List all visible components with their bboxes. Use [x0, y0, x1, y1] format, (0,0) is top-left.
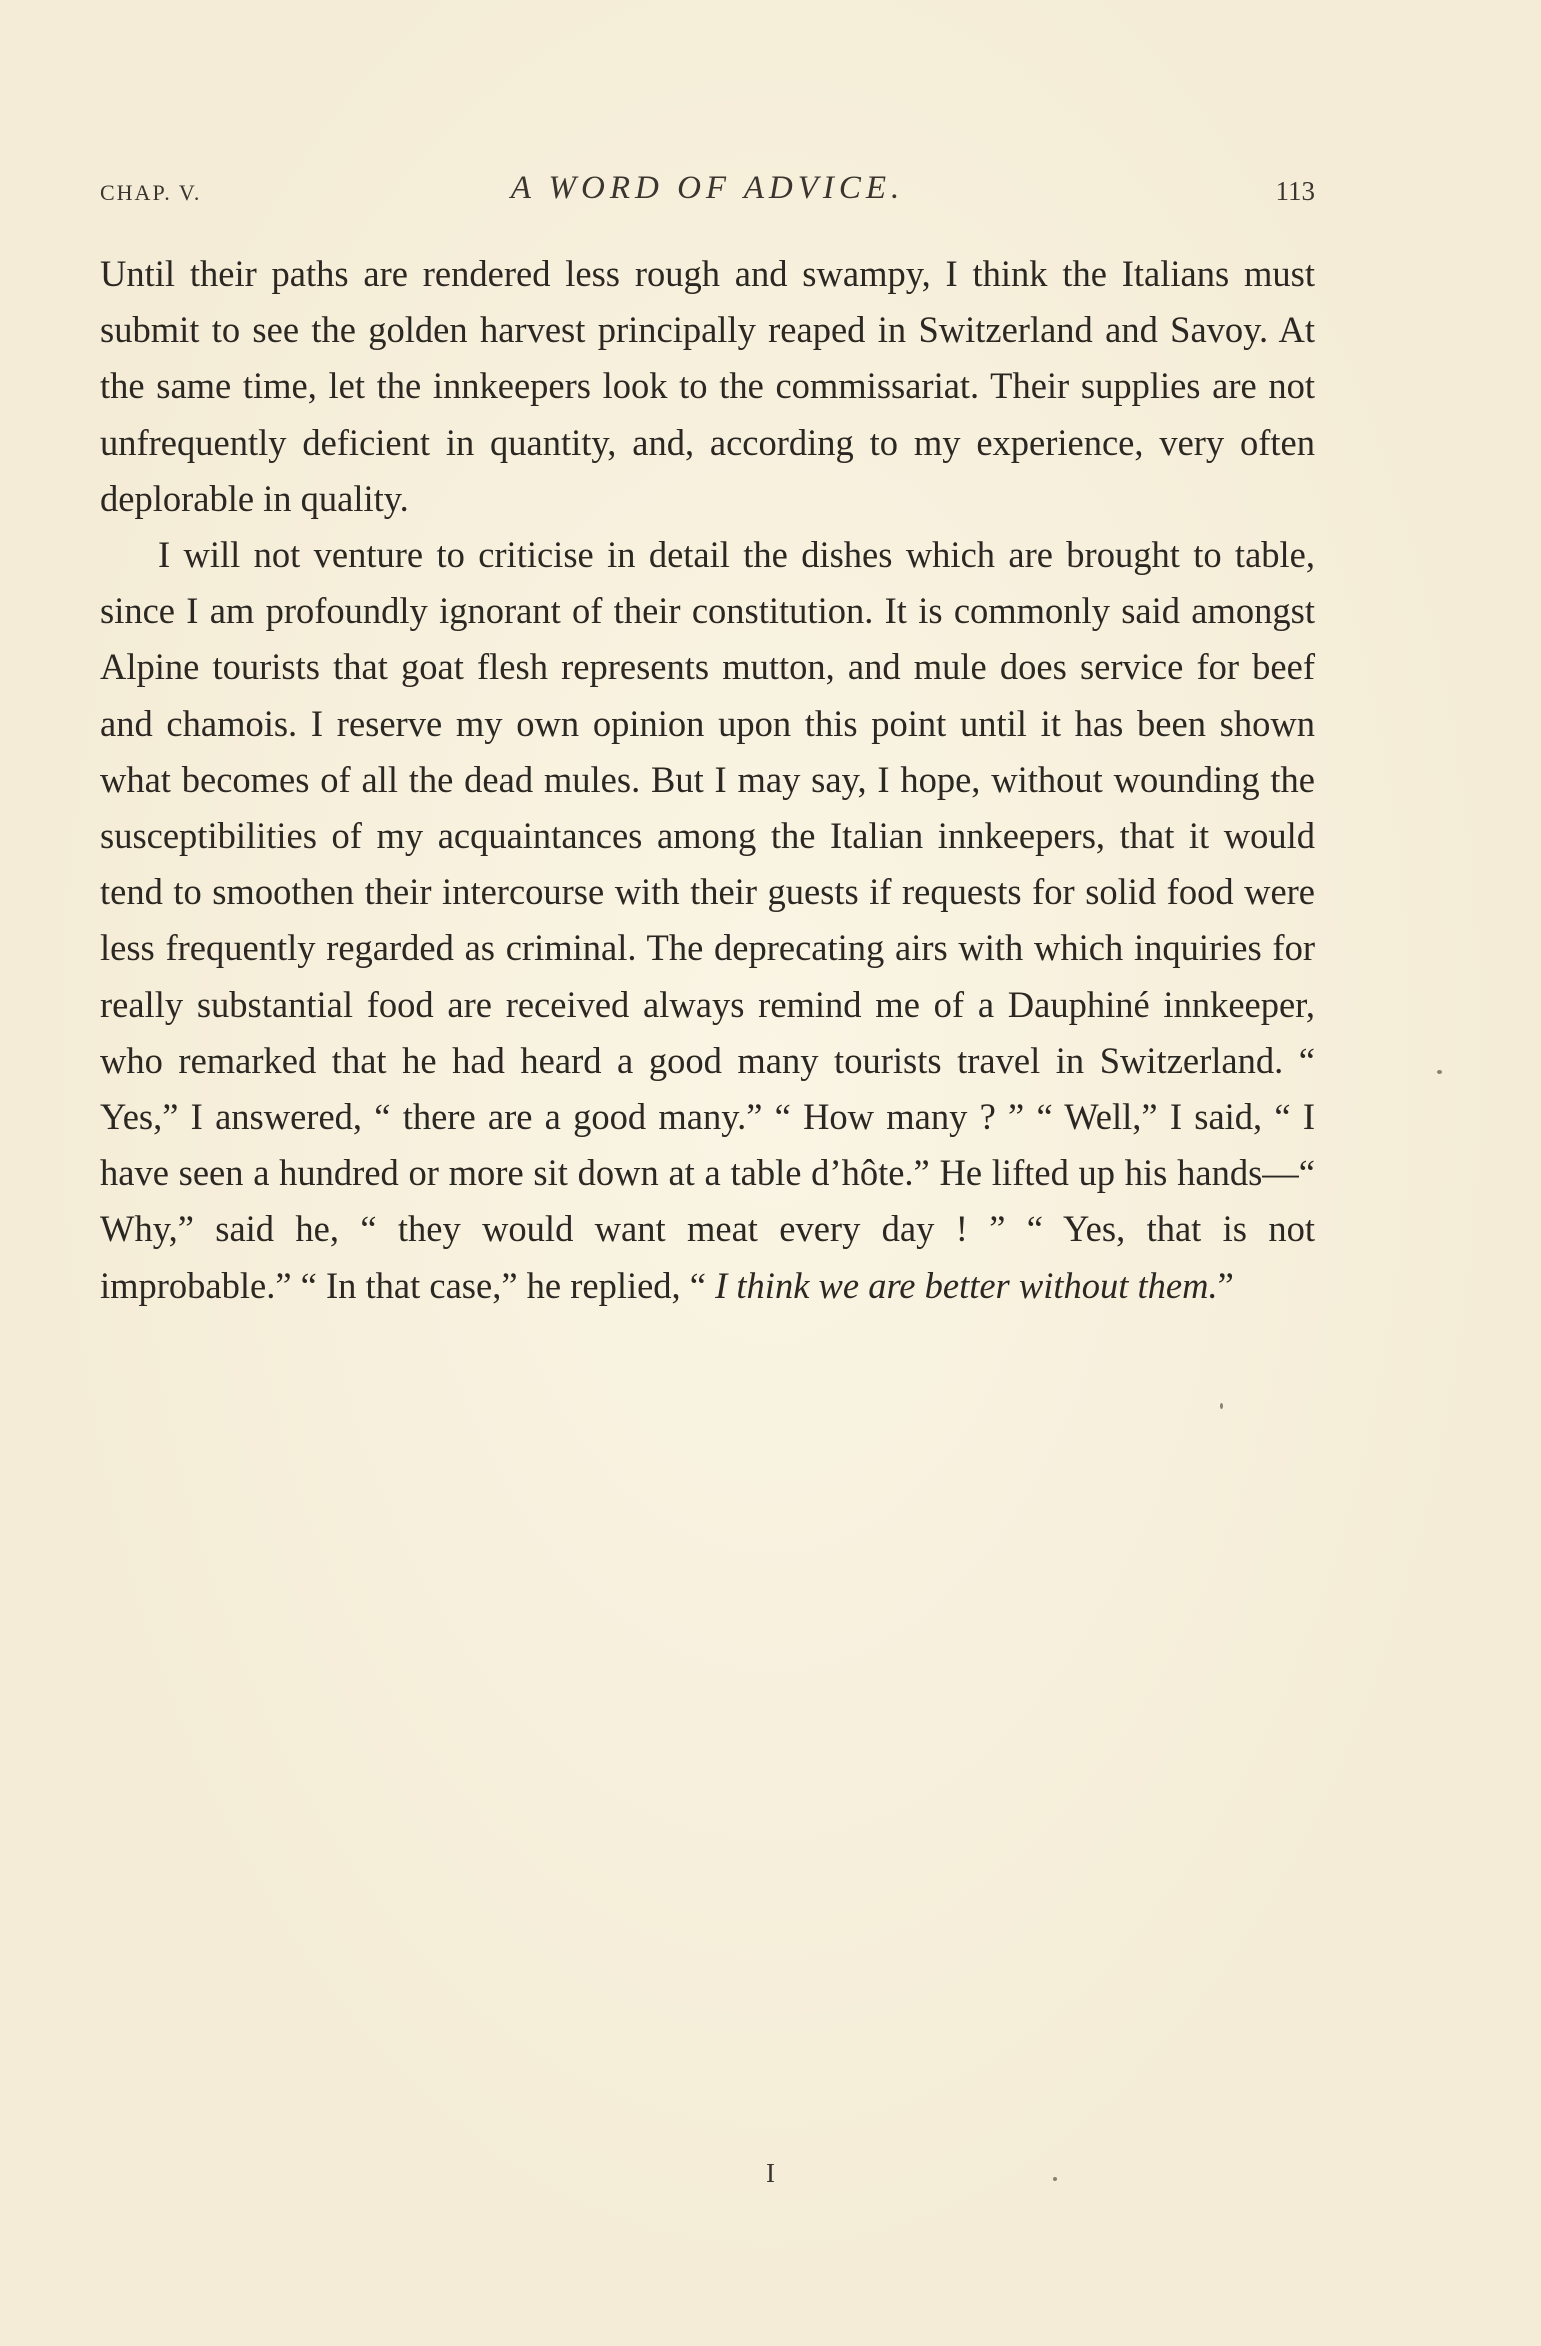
paragraph-2-text: I will not venture to criticise in detail the dishes which are brought to table, since I am profoundly ignorant of their constitution. It is commonly said amongst Alpine tourists that goat flesh represents mutton, and mule does service for beef and chamois. I reserve my own opinion upon this point until it has been shown what becomes of all the dead mules. But I may say, I hope, without wounding the susceptibilities of my acquaintances among the Italian innkeepers, that it would tend to smoothen their intercourse with their guests if requests for solid food were less frequently regarded as criminal. The deprecating airs with which inquiries for really substantial food are received always remind me of a Dauphiné innkeeper, who remarked that he had heard a good many tourists travel in Switzerland. “ Yes,” I answered, “ there are a good many.” “ How many ? ” “ Well,” I said, “ I have seen a hundred or more sit down at a table d’hôte.” He lifted up his hands—“ Why,” said he, “ they would want meat every day ! ” “ Yes, that is not improbable.” “ In that case,” he replied, “ [100, 534, 1315, 1306]
paragraph-1: Until their paths are rendered less rough and swampy, I think the Italians must submit to see the golden harvest principally reaped in Switzerland and Savoy. At the same time, let the innkeepers look to the commissariat. Their supplies are not unfrequently deficient in quantity, and, according to my experience, very often deplorable in quality. [100, 253, 1315, 519]
running-head [100, 170, 1315, 210]
closing-quote: ” [1217, 1264, 1234, 1306]
signature-mark: I [766, 2158, 775, 2188]
paper-speck [1220, 1403, 1223, 1409]
body-text [100, 246, 1315, 1314]
paragraph-2 [100, 527, 1315, 1314]
page-number: 113 [1275, 176, 1315, 206]
running-title: A WORD OF ADVICE. [510, 170, 905, 206]
chapter-label: CHAP. V. [100, 180, 202, 205]
italic-quotation: I think we are better without them. [715, 1264, 1218, 1306]
paper-speck [1437, 1070, 1442, 1074]
paper-speck [1053, 2177, 1057, 2181]
